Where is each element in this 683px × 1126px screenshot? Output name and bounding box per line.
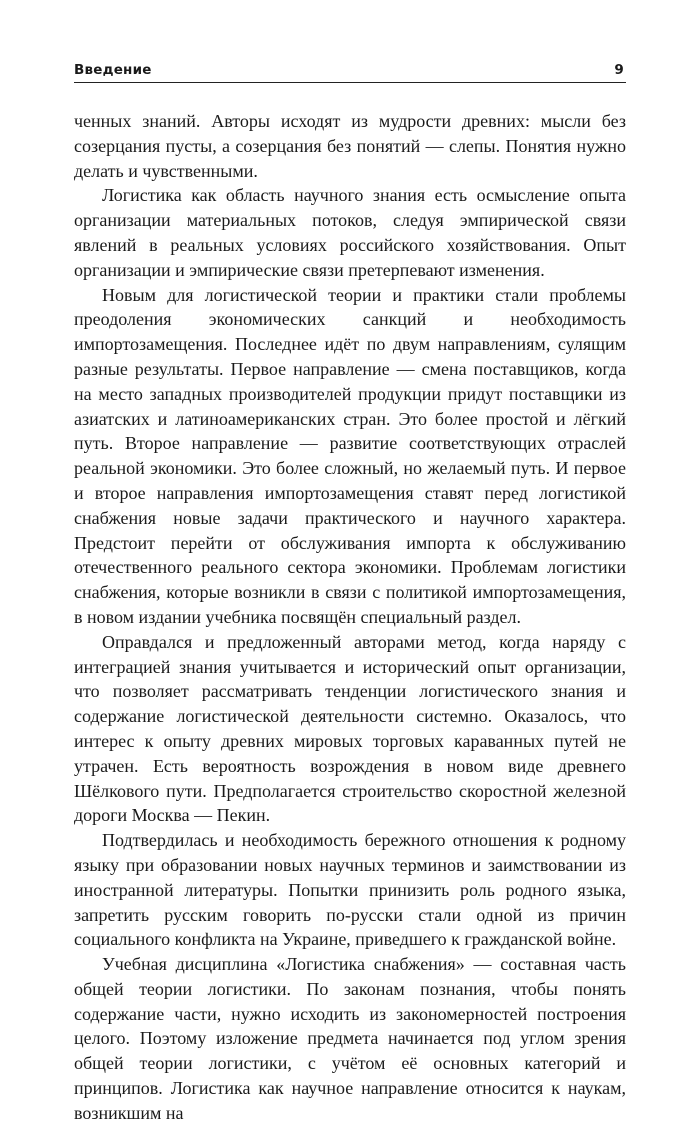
section-title: Введение bbox=[74, 62, 152, 78]
paragraph: Оправдался и предложенный авторами метод, когда наряду с интеграцией знания учитывается и исторический опыт организации, что позволяет рассматривать тенденции логистического знания и содержание логистической деятельности системно. Оказалось, что интерес к опыту древних мировых торговых караванных путей не утрачен. Есть вероятность возрождения в новом виде древнего Шёлкового пути. Предполагается строительство скоростной железной дороги Москва — Пекин. bbox=[74, 631, 626, 826]
paragraph: Учебная дисциплина «Логистика снабжения» — составная часть общей теории логистики. По законам познания, чтобы понять содержание части, нужно исходить из закономерностей построения целого. Поэтому изложение предмета начинается под углом зрения общей теории логистики, с учётом её основных категорий и принципов. Логистика как научное направление относится к наукам, возникшим на bbox=[74, 954, 626, 1123]
paragraph-continuation: ченных знаний. Авторы исходят из мудрости древних: мысли без созерцания пусты, а созерцания без понятий — слепы. Понятия нужно делать и чувственными. bbox=[74, 111, 626, 181]
paragraph: Новым для логистической теории и практики стали проблемы преодоления экономических санкций и необходимость импортозамещения. Последнее идёт по двум направлениям, сулящим разные результаты. Первое направление — смена поставщиков, когда на место западных производителей продукции придут поставщики из азиатских и латиноамериканских стран. Это более простой и лёгкий путь. Второе направление — развитие соответствующих отраслей реальной экономики. Это более сложный, но желаемый путь. И первое и второе направления импортозамещения ставят перед логистикой снабжения новые задачи практического и научного характера. Предстоит перейти от обслуживания импорта к обслуживанию отечественного реального сектора экономики. Проблемам логистики снабжения, которые возникли в связи с политикой импортозамещения, в новом издании учебника посвящён специальный раздел. bbox=[74, 284, 626, 627]
page-number: 9 bbox=[614, 62, 624, 78]
running-head bbox=[74, 62, 626, 83]
body-text bbox=[74, 109, 626, 1126]
book-page bbox=[74, 62, 626, 1126]
paragraph: Логистика как область научного знания есть осмысление опыта организации материальных потоков, следуя эмпирической связи явлений в реальных условиях российского хозяйствования. Опыт организации и эмпирические связи претерпевают изменения. bbox=[74, 185, 626, 280]
paragraph: Подтвердилась и необходимость бережного отношения к родному языку при образовании новых научных терминов и заимствовании из иностранной литературы. Попытки принизить роль родного языка, запретить русским говорить по-русски стали одной из причин социального конфликта на Украине, приведшего к гражданской войне. bbox=[74, 830, 626, 950]
